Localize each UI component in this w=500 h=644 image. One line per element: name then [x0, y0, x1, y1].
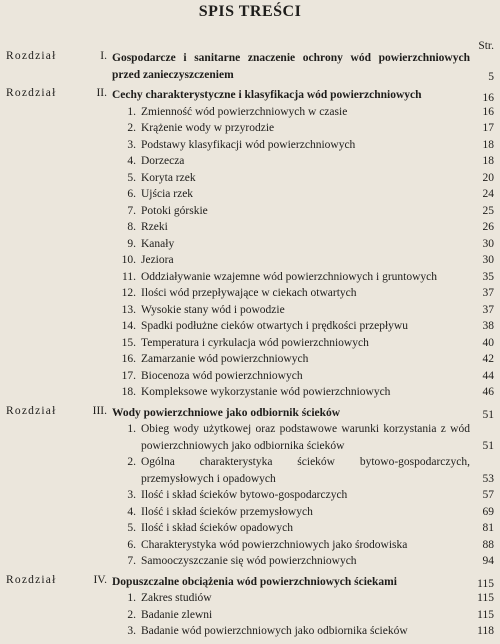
toc-item-page-number: 26: [482, 221, 494, 233]
chapter-header: [0, 50, 500, 83]
toc-item-page-number: 25: [482, 204, 494, 217]
toc-item: [0, 318, 500, 335]
chapter-label: Rozdział: [6, 404, 57, 417]
toc-item: [0, 137, 500, 154]
toc-item-text: Badanie zlewni: [141, 608, 213, 621]
toc-item: [0, 203, 500, 220]
page-title: SPIS TREŚCI: [198, 3, 302, 20]
toc-item: [0, 520, 500, 537]
toc-item-number: 17.: [121, 369, 136, 382]
toc-item-number: 9.: [127, 237, 136, 250]
toc-item-text: Dorzecza: [141, 155, 185, 167]
toc-item: [0, 186, 500, 203]
toc-item-number: 6.: [127, 538, 136, 551]
toc-item-text: Ilość i skład ścieków przemysłowych: [141, 505, 313, 518]
toc-item: [0, 454, 500, 487]
toc-item: [0, 384, 500, 401]
toc-item-page-number: 57: [482, 489, 494, 501]
chapter-header: [0, 574, 500, 591]
toc-item-page-number: 37: [482, 303, 494, 316]
toc-item-number: 5.: [127, 522, 136, 534]
toc-item: [0, 368, 500, 385]
toc-item: [0, 537, 500, 554]
toc-item-page-number: 30: [482, 237, 494, 250]
chapter-title: Dopuszczalne obciążenia wód powierzchniowych ściekami: [112, 575, 397, 588]
toc-item-text: Ilość i skład ścieków opadowych: [141, 522, 294, 534]
toc-item-number: 5.: [127, 171, 136, 184]
toc-item-number: 7.: [127, 555, 136, 567]
toc-item: [0, 252, 500, 269]
toc-item-number: 11.: [122, 270, 136, 283]
toc-item-page-number: 69: [482, 505, 494, 518]
toc-item-page-number: 37: [482, 287, 494, 299]
toc-item-number: 3.: [127, 625, 136, 637]
toc-item-text: Oddziaływanie wzajemne wód powierzchniowych i gruntowych: [141, 270, 438, 283]
chapter-label: Rozdział: [6, 50, 57, 62]
toc-item-text: Badanie wód powierzchniowych jako odbiornika ścieków: [141, 625, 408, 637]
toc-item: [0, 236, 500, 253]
toc-item-text: Charakterystyka wód powierzchniowych jako środowiska: [141, 538, 408, 551]
chapter-page-number: 51: [482, 409, 494, 421]
toc-item: [0, 421, 500, 454]
toc-item: [0, 553, 500, 570]
toc-item-number: 1.: [127, 592, 136, 604]
toc-item: [0, 590, 500, 607]
chapter-page-number: 16: [482, 91, 494, 104]
toc-item-text: Potoki górskie: [141, 204, 208, 217]
toc-item-number: 10.: [121, 254, 136, 266]
toc-item-text: Obieg wody użytkowej oraz podstawowe warunki korzystania z wód powierzchniowych jako odbiornika ścieków: [141, 423, 470, 452]
toc-item-text: Ogólna charakterystyka ścieków bytowo-gospodarczych, przemysłowych i opadowych: [141, 456, 470, 485]
chapter-label: Rozdział: [6, 87, 57, 99]
chapter-block: [0, 574, 500, 640]
toc-item-text: Zakres studiów: [141, 592, 212, 604]
toc-item: [0, 623, 500, 640]
toc-item-number: 12.: [121, 287, 136, 299]
toc-item-number: 4.: [127, 155, 136, 167]
toc-item-number: 16.: [121, 353, 136, 365]
chapter-block: [0, 405, 500, 570]
toc-item: [0, 170, 500, 187]
toc-item-text: Jeziora: [141, 254, 174, 266]
toc-item-text: Spadki podłużne cieków otwartych i prędkości przepływu: [141, 320, 408, 332]
toc-item-text: Krążenie wody w przyrodzie: [141, 122, 275, 134]
chapter-header: [0, 405, 500, 422]
chapter-block: [0, 50, 500, 83]
toc-item-page-number: 38: [482, 320, 494, 332]
chapter-header: [0, 87, 500, 104]
toc-item-page-number: 18: [482, 155, 494, 167]
toc-item-page-number: 17: [482, 122, 494, 134]
toc-item-number: 2.: [127, 608, 136, 621]
toc-item-page-number: 81: [482, 522, 494, 534]
toc-item-text: Ilości wód przepływające w ciekach otwartych: [141, 287, 357, 299]
chapter-number: III.: [92, 404, 107, 417]
toc-item-text: Koryta rzek: [141, 171, 196, 184]
toc-item-text: Wysokie stany wód i powodzie: [141, 303, 285, 316]
toc-item-page-number: 35: [482, 270, 494, 283]
chapter-number: II.: [96, 87, 107, 99]
toc-item-number: 6.: [127, 188, 136, 200]
toc-item-page-number: 115: [477, 592, 494, 604]
toc-item: [0, 153, 500, 170]
toc-item-page-number: 46: [482, 386, 494, 398]
toc-item-text: Samooczyszczanie się wód powierzchniowych: [141, 555, 357, 567]
toc-item-page-number: 18: [482, 138, 494, 151]
chapter-title: Gospodarcze i sanitarne znaczenie ochrony wód powierzchniowych przed zanieczyszczeniem: [112, 52, 470, 81]
toc-item-number: 2.: [127, 456, 136, 468]
toc-item: [0, 335, 500, 352]
toc-item-number: 3.: [127, 138, 136, 151]
toc-item-number: 1.: [127, 105, 136, 118]
toc-item-number: 7.: [127, 204, 136, 217]
toc-item-page-number: 42: [482, 353, 494, 365]
toc-item-text: Zmienność wód powierzchniowych w czasie: [141, 105, 348, 118]
toc-item: [0, 302, 500, 319]
toc-item-number: 1.: [127, 423, 136, 435]
toc-item: [0, 120, 500, 137]
chapter-number: IV.: [93, 573, 107, 586]
toc-item-text: Ilość i skład ścieków bytowo-gospodarczych: [141, 489, 348, 501]
toc-item-page-number: 44: [482, 369, 494, 382]
toc-item-text: Temperatura i cyrkulacja wód powierzchniowych: [141, 336, 369, 349]
toc-item-page-number: 30: [482, 254, 494, 266]
toc-item-text: Rzeki: [141, 221, 168, 233]
toc-item-number: 18.: [121, 386, 136, 398]
toc-item: [0, 607, 500, 624]
chapter-title: Cechy charakterystyczne i klasyfikacja wód powierzchniowych: [112, 89, 422, 101]
page-column-label: Str.: [478, 40, 494, 52]
chapter-label: Rozdział: [6, 573, 57, 586]
toc-item-number: 14.: [121, 320, 136, 332]
toc-item: [0, 504, 500, 521]
chapter-page-number: 115: [477, 578, 494, 590]
toc-item-page-number: 40: [482, 336, 494, 349]
table-of-contents: [0, 50, 500, 644]
toc-item-number: 15.: [121, 336, 136, 349]
toc-item-page-number: 88: [482, 538, 494, 551]
toc-item-number: 13.: [121, 303, 136, 316]
toc-item-page-number: 20: [482, 171, 494, 184]
toc-item-page-number: 24: [482, 188, 494, 200]
chapter-number: I.: [100, 50, 107, 62]
toc-item-number: 2.: [127, 122, 136, 134]
chapter-title: Wody powierzchniowe jako odbiornik ścieków: [112, 406, 341, 419]
toc-item: [0, 285, 500, 302]
toc-item-page-number: 53: [482, 472, 494, 485]
chapter-page-number: 5: [488, 71, 494, 83]
toc-item-text: Zamarzanie wód powierzchniowych: [141, 353, 309, 365]
toc-item-number: 4.: [127, 505, 136, 518]
toc-item-text: Ujścia rzek: [141, 188, 194, 200]
toc-item-text: Biocenoza wód powierzchniowych: [141, 369, 303, 382]
toc-item: [0, 219, 500, 236]
toc-item-number: 3.: [127, 489, 136, 501]
toc-item-page-number: 118: [477, 625, 494, 637]
toc-item-page-number: 16: [482, 105, 494, 118]
toc-item-text: Podstawy klasyfikacji wód powierzchniowych: [141, 138, 356, 151]
toc-item: [0, 104, 500, 121]
toc-item-page-number: 51: [482, 439, 494, 452]
toc-item: [0, 487, 500, 504]
chapter-block: [0, 87, 500, 401]
toc-item-number: 8.: [127, 221, 136, 233]
toc-item: [0, 269, 500, 286]
toc-item-page-number: 115: [477, 608, 494, 621]
toc-item-text: Kanały: [141, 237, 175, 250]
toc-item-text: Kompleksowe wykorzystanie wód powierzchniowych: [141, 386, 391, 398]
toc-item: [0, 351, 500, 368]
toc-item-page-number: 94: [482, 555, 494, 567]
